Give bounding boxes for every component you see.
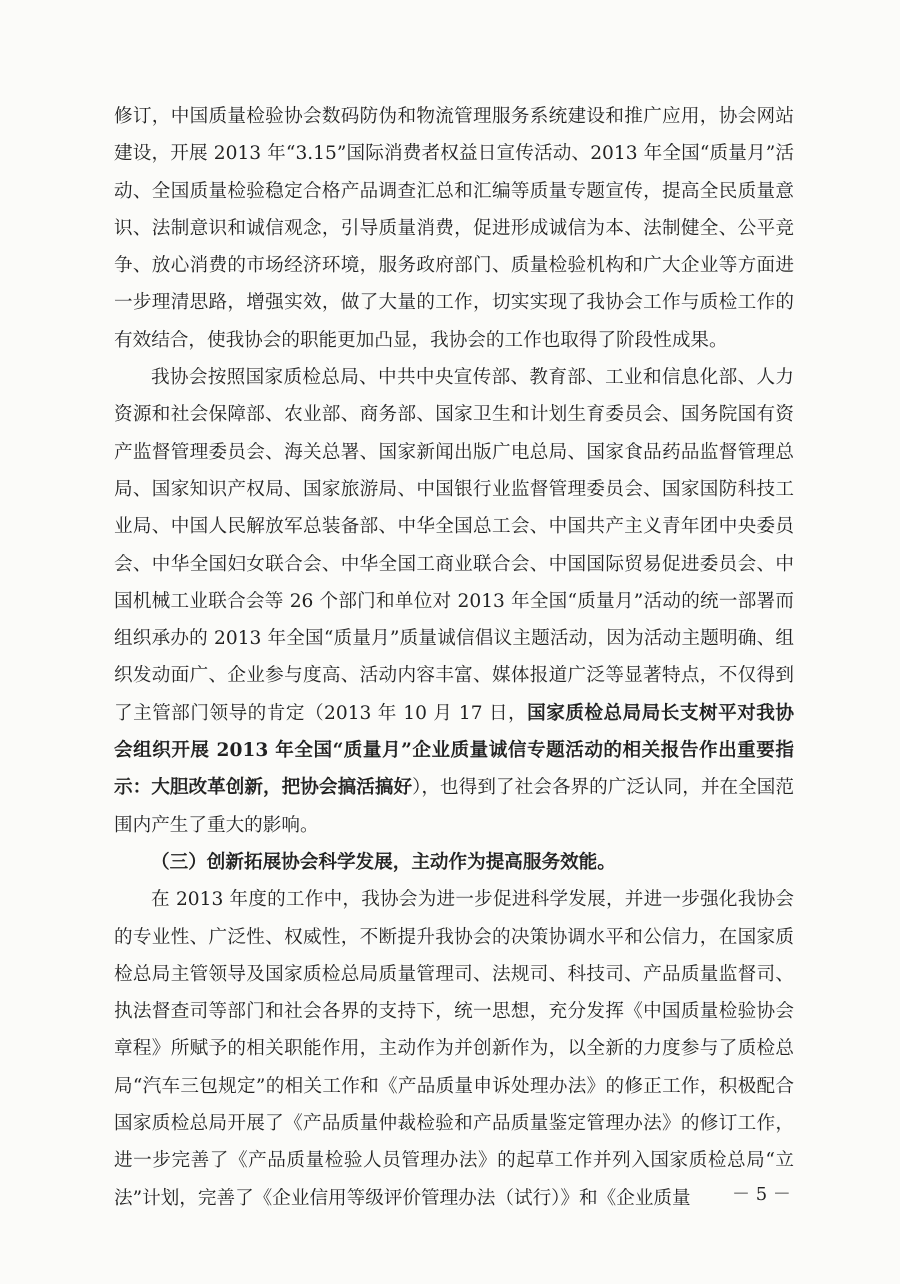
document-body	[114, 98, 794, 1217]
paragraph-4-text: 在 2013 年度的工作中，我协会为进一步促进科学发展，并进一步强化我协会的专业性、广泛性、权威性，不断提升我协会的决策协调水平和公信力，在国家质检总局主管领导及国家质检总局质量管理司、法规司、科技司、产品质量监督司、执法督查司等部门和社会各界的支持下，统一思想，充分发挥《中国质量检验协会章程》所赋予的相关职能作用，主动作为并创新作为，以全新的力度参与了质检总局“汽车三包规定”的相关工作和《产品质量申诉处理办法》的修正工作，积极配合国家质检总局开展了《产品质量仲裁检验和产品质量鉴定管理办法》的修订工作，进一步完善了《产品质量检验人员管理办法》的起草工作并列入国家质检总局“立法”计划，完善了《企业信用等级评价管理办法（试行）》和《企业质量	[114, 889, 794, 1209]
paragraph-2	[114, 359, 794, 844]
paragraph-1	[114, 98, 794, 359]
paragraph-4	[114, 881, 794, 1217]
paragraph-1-text: 修订，中国质量检验协会数码防伪和物流管理服务系统建设和推广应用，协会网站建设，开展 2013 年“3.15”国际消费者权益日宣传活动、2013 年全国“质量月”活动、全国质量检验稳定合格产品调查汇总和汇编等质量专题宣传，提高全民质量意识、法制意识和诚信观念，引导质量消费，促进形成诚信为本、法制健全、公平竞争、放心消费的市场经济环境，服务政府部门、质量检验机构和广大企业等方面进一步理清思路，增强实效，做了大量的工作，切实实现了我协会工作与质检工作的有效结合，使我协会的职能更加凸显，我协会的工作也取得了阶段性成果。	[114, 106, 794, 351]
page-number: － 5 －	[732, 1184, 791, 1205]
section-heading-3	[114, 844, 794, 881]
section-heading-3-text: （三）创新拓展协会科学发展，主动作为提高服务效能。	[151, 851, 616, 873]
paragraph-2-text-b: ），也得到了社会各界的广泛认同，并在全国范围内产生了重大的影响。	[114, 777, 794, 836]
paragraph-2-bold-quote: 国家质检总局局长支树平对我协会组织开展 2013 年全国“质量月”企业质量诚信专题活动的相关报告作出重要指示：大胆改革创新，把协会搞活搞好	[114, 702, 794, 799]
paragraph-2-text-a: 我协会按照国家质检总局、中共中央宣传部、教育部、工业和信息化部、人力资源和社会保障部、农业部、商务部、国家卫生和计划生育委员会、国务院国有资产监督管理委员会、海关总署、国家新闻出版广电总局、国家食品药品监督管理总局、国家知识产权局、国家旅游局、中国银行业监督管理委员会、国家国防科技工业局、中国人民解放军总装备部、中华全国总工会、中国共产主义青年团中央委员会、中华全国妇女联合会、中华全国工商业联合会、中国国际贸易促进委员会、中国机械工业联合会等 26 个部门和单位对 2013 年全国“质量月”活动的统一部署而组织承办的 2013 年全国“质量月”质量诚信倡议主题活动，因为活动主题明确、组织发动面广、企业参与度高、活动内容丰富、媒体报道广泛等显著特点，不仅得到了主管部门领导的肯定（2013 年 10 月 17 日，	[114, 367, 794, 724]
